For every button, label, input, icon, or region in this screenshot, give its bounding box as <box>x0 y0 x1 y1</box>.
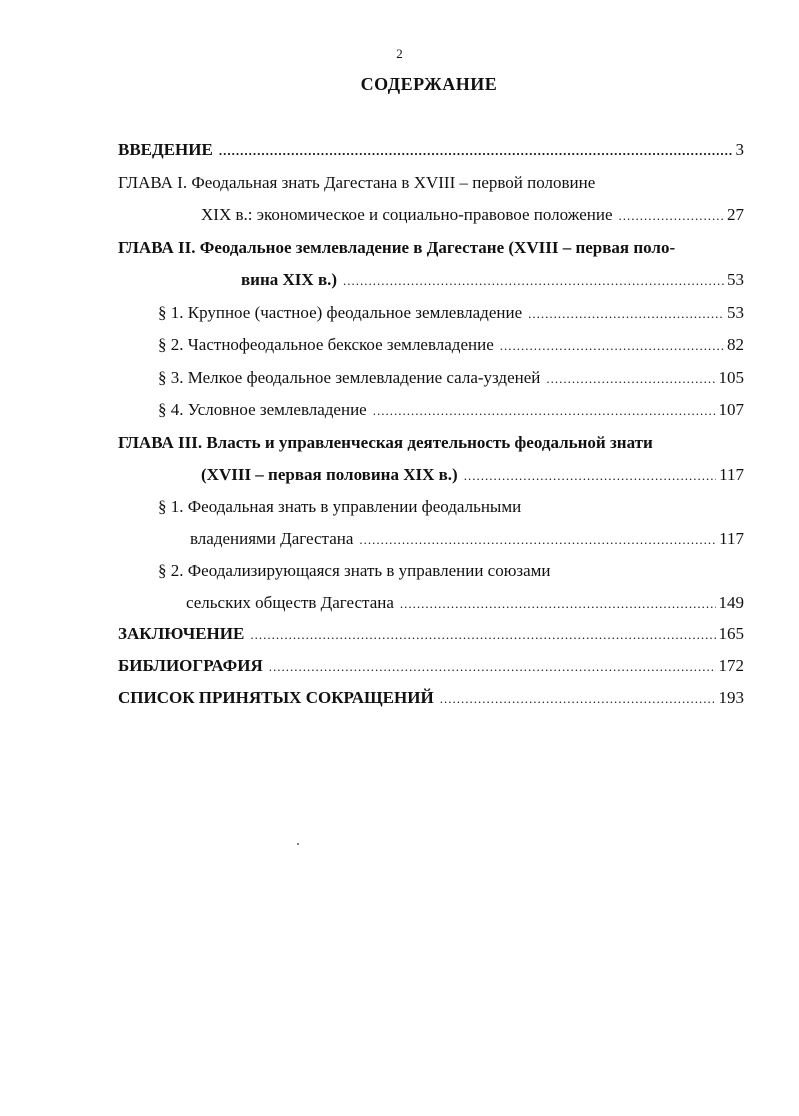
scan-speck <box>297 843 299 845</box>
toc-label: БИБЛИОГРАФИЯ <box>118 656 263 675</box>
toc-entry-abbreviations <box>118 686 744 710</box>
toc-label: (XVIII – первая половина XIX в.) <box>201 465 458 484</box>
toc-section-2-1 <box>158 301 744 325</box>
dot-leader <box>359 528 716 552</box>
toc-chapter-3-title: ГЛАВА III. Власть и управленческая деятельность феодальной знати <box>118 433 653 452</box>
toc-label: вина XIX в.) <box>241 270 338 289</box>
toc-label: § 4. Условное землевладение <box>158 400 367 419</box>
toc-page: 82 <box>727 335 744 354</box>
toc-section-3-1 <box>190 527 744 551</box>
toc-label: ЗАКЛЮЧЕНИЕ <box>118 624 245 643</box>
dot-leader <box>373 399 716 423</box>
toc-label: сельских обществ Дагестана <box>186 593 394 612</box>
toc-chapter-1-title: ГЛАВА I. Феодальная знать Дагестана в XVIII – первой половине <box>118 173 596 192</box>
dot-leader <box>440 687 716 711</box>
toc-page: 105 <box>718 368 744 387</box>
toc-page: 165 <box>718 624 744 643</box>
toc-entry-bibliography <box>118 654 744 678</box>
toc-section-3-2-title: § 2. Феодализирующаяся знать в управлении союзами <box>158 561 551 580</box>
toc-page: 3 <box>735 140 744 159</box>
toc-label: владениями Дагестана <box>190 529 354 548</box>
toc-label: ВВЕДЕНИЕ <box>118 140 213 159</box>
toc-page: 193 <box>718 688 744 707</box>
toc-section-2-2 <box>158 333 744 357</box>
toc-label: СПИСОК ПРИНЯТЫХ СОКРАЩЕНИЙ <box>118 688 434 707</box>
dot-leader <box>343 269 724 293</box>
toc-page: 27 <box>727 205 744 224</box>
toc-label: § 3. Мелкое феодальное землевладение сала-узденей <box>158 368 541 387</box>
dot-leader <box>464 464 716 488</box>
toc-section-3-1-title: § 1. Феодальная знать в управлении феодальными <box>158 497 522 516</box>
toc-section-3-2 <box>186 591 744 615</box>
toc-page: 172 <box>718 656 744 675</box>
dot-leader <box>619 204 725 228</box>
toc-entry-conclusion <box>118 622 744 646</box>
toc-label: XIX в.: экономическое и социально-правовое положение <box>201 205 613 224</box>
toc-page: 53 <box>727 270 744 289</box>
toc-section-2-4 <box>158 398 744 422</box>
dot-leader <box>269 655 716 679</box>
toc-label: § 1. Крупное (частное) феодальное землевладение <box>158 303 523 322</box>
toc-label: § 2. Частнофеодальное бекское землевладение <box>158 335 494 354</box>
dot-leader <box>219 139 733 163</box>
toc-page: 117 <box>719 465 744 484</box>
toc-page: 117 <box>719 529 744 548</box>
page-title: СОДЕРЖАНИЕ <box>360 74 498 94</box>
toc-entry-intro <box>118 138 744 162</box>
dot-leader <box>500 334 724 358</box>
toc-page: 149 <box>718 593 744 612</box>
toc-entry-chapter-3 <box>201 463 744 487</box>
toc-chapter-2-title: ГЛАВА II. Феодальное землевладение в Дагестане (XVIII – первая поло- <box>118 238 676 257</box>
dot-leader <box>250 623 715 647</box>
toc-entry-chapter-2 <box>241 268 744 292</box>
toc-entry-chapter-1 <box>201 203 744 227</box>
toc-page: 107 <box>718 400 744 419</box>
toc-section-2-3 <box>158 366 744 390</box>
page-number: 2 <box>396 46 403 61</box>
dot-leader <box>400 592 716 616</box>
dot-leader <box>528 302 724 326</box>
toc-page: 53 <box>727 303 744 322</box>
dot-leader <box>546 367 715 391</box>
